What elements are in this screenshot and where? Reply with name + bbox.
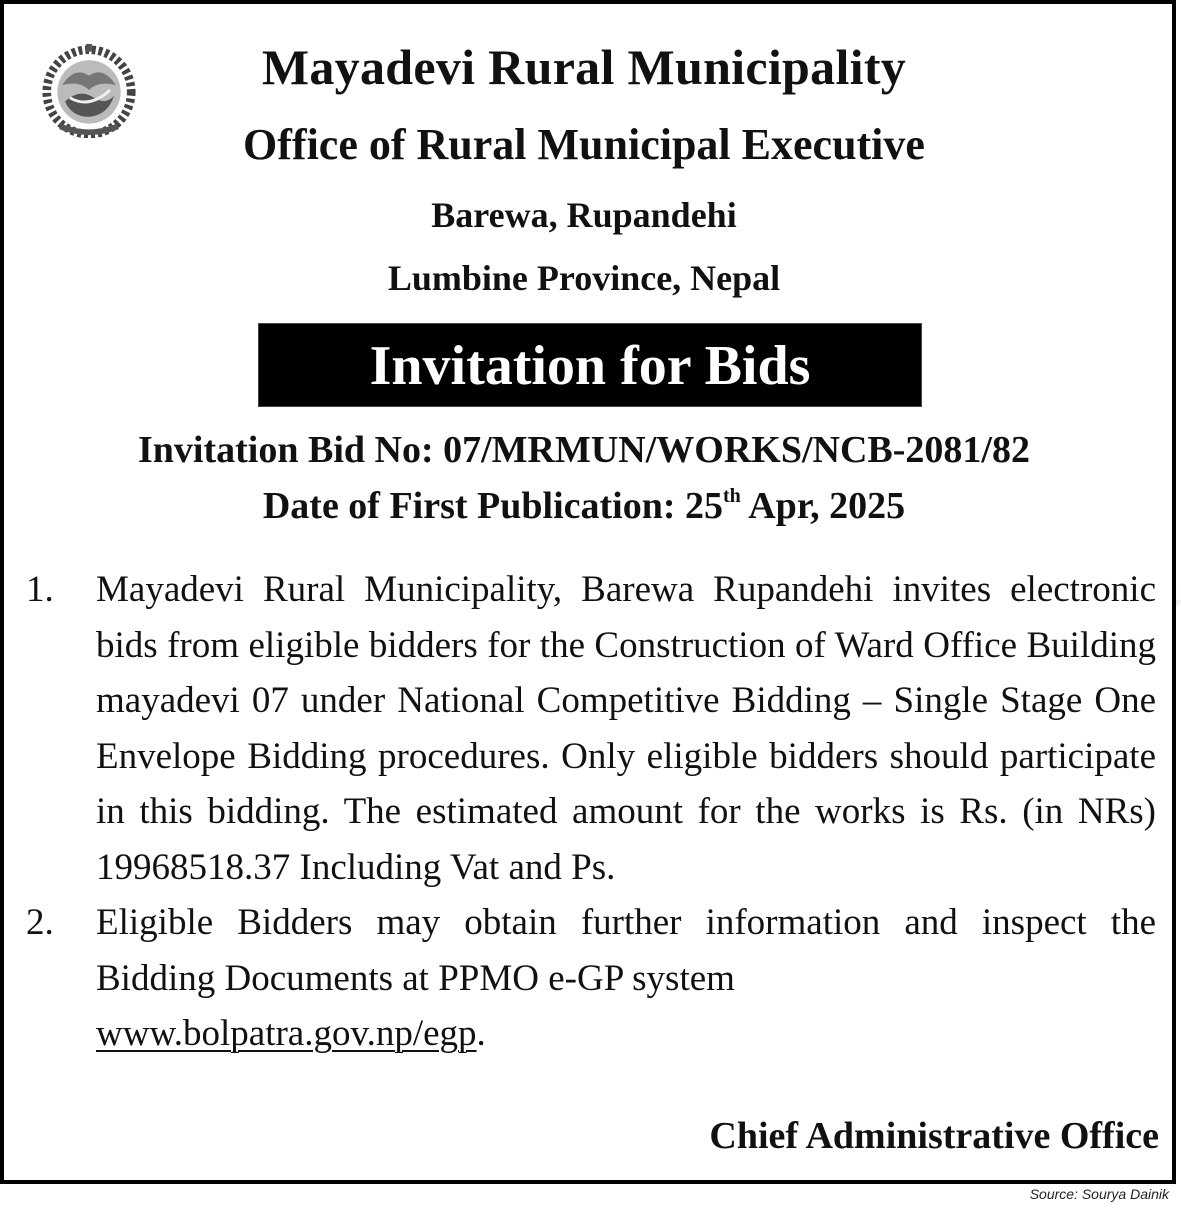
address-line-1: Barewa, Rupandehi: [431, 195, 737, 235]
office-name: Office of Rural Municipal Executive: [243, 120, 925, 169]
bid-number: Invitation Bid No: 07/MRMUN/WORKS/NCB-2081/82: [138, 429, 1030, 471]
item-number: 2.: [26, 902, 54, 943]
notice-item-2: [22, 895, 1156, 1062]
item-text: Eligible Bidders may obtain further information and inspect the Bidding Documents at PPMO e-GP system: [96, 902, 1156, 999]
notice-title-banner: Invitation for Bids: [258, 323, 922, 407]
publication-date-suffix: Apr, 2025: [740, 485, 906, 527]
egp-link[interactable]: www.bolpatra.gov.np/egp: [96, 1013, 477, 1054]
publication-date-prefix: Date of First Publication: 25: [262, 485, 723, 527]
item-text: Mayadevi Rural Municipality, Barewa Rupandehi invites electronic bids from eligible bidders for the Construction of Ward Office Building mayadevi 07 under National Competitive Bidding – Single Stage One Envelope Bidding procedures. Only eligible bidders should participate in this bidding. The estimated amount for the works is Rs. (in NRs) 19968518.37 Including Vat and Ps.: [96, 569, 1156, 888]
notice-items: [22, 562, 1156, 1062]
source-credit: Source: Sourya Dainik: [1029, 1186, 1169, 1202]
link-suffix: .: [476, 1013, 486, 1054]
organization-name: Mayadevi Rural Municipality: [261, 39, 907, 95]
item-number: 1.: [26, 569, 54, 610]
address-line-2: Lumbine Province, Nepal: [387, 258, 781, 298]
signature: Chief Administrative Office: [709, 1115, 1159, 1157]
publication-date-ordinal: th: [723, 485, 741, 507]
publication-date: [0, 484, 1168, 528]
notice-item-1: [22, 562, 1156, 895]
